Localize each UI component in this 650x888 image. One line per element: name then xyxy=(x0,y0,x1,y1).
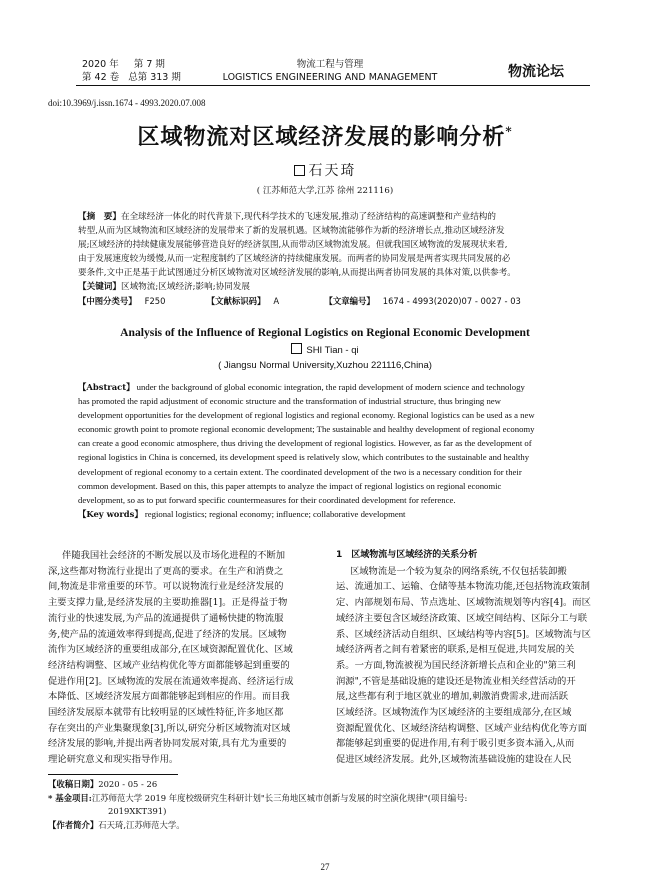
affiliation-cn: ( 江苏师范大学,江苏 徐州 221116) xyxy=(256,186,394,196)
clc-value: F250 xyxy=(144,296,166,306)
body-line: 间,物流是非常重要的环节。可以说物流行业是经济发展的 xyxy=(48,581,284,593)
body-line: 域经济主要包含区域经济政策、区域空间结构、区际分工与联 xyxy=(336,612,588,624)
paper-title-cn: 区域物流对区域经济发展的影响分析 xyxy=(137,124,506,150)
body-line: 系、区域经济活动自组织、区域结构等内容[5]。区域物流与区 xyxy=(336,628,591,640)
abstract-en-line: common development. Based on this, this paper attempts to analyze the impact of regional logistics on regional economic xyxy=(78,480,502,491)
author-en: SHI Tian - qi xyxy=(306,345,359,356)
keywords-cn: 区域物流;区域经济;影响;协同发展 xyxy=(120,282,250,292)
abstract-cn xyxy=(78,210,590,308)
body-line: 经济发展的影响,并提出两者协同发展对策,具有尤为重要的 xyxy=(48,738,287,750)
abstract-en-line: development, so as to put forward specific countermeasures for their coordinated development for reference. xyxy=(78,494,456,505)
body-line: 运、流通加工、运输、仓储等基本物流功能,还包括物流政策制 xyxy=(336,581,590,593)
abstract-cn-line: 展;区域经济的持续健康发展能够营造良好的经济氛围,从而带动区域物流发展。但就我国区域物流的发展现状来看, xyxy=(78,240,508,250)
header-rule xyxy=(76,85,590,86)
abstract-en-line: under the background of global economic integration, the rapid development of modern science and technology xyxy=(136,382,525,392)
title-footnote-mark: * xyxy=(505,124,513,139)
abstract-en-line: development of regional economy to a certain extent. The coordinated development of the two is a necessary condition for their xyxy=(78,466,522,477)
abstract-en-label: 【Abstract】 xyxy=(78,382,135,392)
abstract-cn-line: 要条件,文中正是基于此试图通过分析区域物流对区域经济发展的影响,从而提出两者协同发展的具体对策,以供参考。 xyxy=(78,268,516,278)
body-line: 区域经济。区域物流作为区域经济的主要组成部分,在区域 xyxy=(336,707,572,719)
body-line: 务,使产品的流通效率得到提高,促进了经济的发展。区域物 xyxy=(48,628,287,640)
header-left xyxy=(82,58,181,84)
body-line: 流作为区域经济的重要组成部分,在区域资源配置优化、区域 xyxy=(48,644,293,656)
fund-text: 江苏师范大学 2019 年度校级研究生科研计划"长三角地区城市创新与发展的时空演化规律"(项目编号: xyxy=(91,792,468,803)
body-line: 本降低、区域经济发展方面都能够起到相应的作用。而目我 xyxy=(48,691,290,703)
abstract-en-line: has promoted the rapid adjustment of economic structure and the transformation of industrial structure, thus bringing new xyxy=(78,396,501,407)
received-label: 【收稿日期】 xyxy=(48,779,99,789)
bio-text: 石天琦,江苏师范大学。 xyxy=(98,819,185,830)
abstract-cn-label: 【摘 要】 xyxy=(78,212,121,222)
body-column-right xyxy=(336,548,612,768)
header-issue: 第 7 期 xyxy=(133,59,165,70)
body-line: 系。一方面,物流被视为国民经济新增长点和企业的"第三利 xyxy=(336,659,576,671)
received-date: 2020 - 05 - 26 xyxy=(98,779,158,789)
abstract-en-line: economic growth point to promote regional economic development; The sustainable and healthy development of regional economy xyxy=(78,424,535,435)
author-en-line xyxy=(0,343,650,356)
abstract-en-line: regional logistics in China is concerned, its development speed is relatively slow, which contributes to the sustainable and healthy xyxy=(78,452,530,463)
body-line: 深,这些都对物流行业提出了更高的要求。在生产和消费之 xyxy=(48,565,284,577)
body-line: 流行业的快速发展,为产品的流通提供了通畅快捷的物流服 xyxy=(48,612,284,624)
doc-code-value: A xyxy=(273,296,280,306)
classification-line xyxy=(78,294,590,308)
fund-text-cont: 2019XKT391) xyxy=(108,806,167,816)
body-line: 促进作用[2]。区域物流的发展在流通效率提高、经济运行成 xyxy=(48,675,294,687)
article-id-value: 1674 - 4993(2020)07 - 0027 - 03 xyxy=(382,296,521,306)
keywords-cn-label: 【关键词】 xyxy=(78,282,121,292)
abstract-cn-line: 在全球经济一体化的时代背景下,现代科学技术的飞速发展,推动了经济结构的高速调整和产业结构的 xyxy=(120,212,496,222)
header-total-issue: 总第 313 期 xyxy=(128,72,181,83)
paper-title xyxy=(0,120,650,151)
header-journal xyxy=(210,58,450,84)
body-line: 域经济两者之间有着紧密的联系,是相互促进,共同发展的关 xyxy=(336,644,575,656)
body-line: 经济结构调整、区域产业结构优化等方面都能够起到重要的 xyxy=(48,659,290,671)
abstract-cn-line: 由于发展速度较为缓慢,从而一定程度制约了区域经济的持续健康发展。而两者的协同发展是两者实现共同发展的必 xyxy=(78,254,511,264)
journal-name-cn: 物流工程与管理 xyxy=(296,59,364,70)
body-line: 定、内部规划布局、节点选址、区域物流规划等内容[4]。而区 xyxy=(336,597,591,609)
body-line: 伴随我国社会经济的不断发展以及市场化进程的不断加 xyxy=(61,550,286,561)
abstract-en xyxy=(78,380,590,521)
affiliation-en: ( Jiangsu Normal University,Xuzhou 221116,China) xyxy=(218,360,432,371)
keywords-en-label: 【Key words】 xyxy=(78,508,143,519)
body-line: 理论研究意义和现实指导作用。 xyxy=(48,754,179,766)
section-name: 物流论坛 xyxy=(508,64,564,80)
keywords-en: regional logistics; regional economy; influence; collaborative development xyxy=(144,508,406,519)
body-line: 存在突出的产业集聚现象[3],所以,研究分析区域物流对区域 xyxy=(48,722,291,734)
body-line: 资源配置优化、区域经济结构调整、区域产业结构优化等方面 xyxy=(336,722,588,734)
author-box-icon xyxy=(294,165,305,176)
abstract-en-line: can create a good economic atmosphere, thus driving the development of regional logistics. However, as far as the development of xyxy=(78,438,532,449)
page-number: 27 xyxy=(320,862,330,872)
journal-name-en: LOGISTICS ENGINEERING AND MANAGEMENT xyxy=(222,72,438,83)
body-line: 促进区域经济发展。此外,区域物流基础设施的建设在人民 xyxy=(336,754,572,766)
abstract-en-line: development opportunities for the development of regional logistics and regional economy. Regional logistics can be used as a new xyxy=(78,410,535,421)
body-line: 展,这些都有利于地区就业的增加,刺激消费需求,进而活跃 xyxy=(336,691,568,703)
doc-code-label: 【文献标识码】 xyxy=(206,296,266,306)
doi: doi:10.3969/j.issn.1674 - 4993.2020.07.008 xyxy=(48,98,206,108)
author-en-box-icon xyxy=(291,343,302,354)
footnote xyxy=(48,778,593,832)
body-line: 都能够起到重要的促进作用,有利于吸引更多资本涌入,从而 xyxy=(336,738,575,750)
body-line: 主要支撑力量,是经济发展的主要助推器[1]。正是得益于物 xyxy=(48,597,288,609)
header-year: 2020 年 xyxy=(82,59,119,70)
abstract-cn-line: 转型,从而为区域物流和区域经济的发展带来了新的发展机遇。区域物流能够作为新的经济增长点,推动区域经济发 xyxy=(78,226,505,236)
article-id-label: 【文章编号】 xyxy=(324,296,375,306)
author-cn-line xyxy=(0,160,650,180)
header-volume: 第 42 卷 xyxy=(82,72,120,83)
bio-label: 【作者简介】 xyxy=(48,819,99,830)
body-line: 区域物流是一个较为复杂的网络系统,不仅包括装卸搬 xyxy=(349,565,567,577)
body-line: 国经济发展原本就带有比较明显的区域性特征,许多地区都 xyxy=(48,707,284,719)
clc-label: 【中图分类号】 xyxy=(78,296,137,306)
section-heading: 1 区域物流与区域经济的关系分析 xyxy=(336,550,478,560)
fund-label: * 基金项目: xyxy=(48,792,92,803)
body-line: 润源",不管是基础设施的建设还是物流业相关经营活动的开 xyxy=(336,675,576,687)
body-column-left xyxy=(48,548,323,768)
author-cn: 石天琦 xyxy=(308,163,357,179)
paper-title-en: Analysis of the Influence of Regional Logistics on Regional Economic Development xyxy=(120,326,530,339)
footnote-rule xyxy=(48,774,178,775)
